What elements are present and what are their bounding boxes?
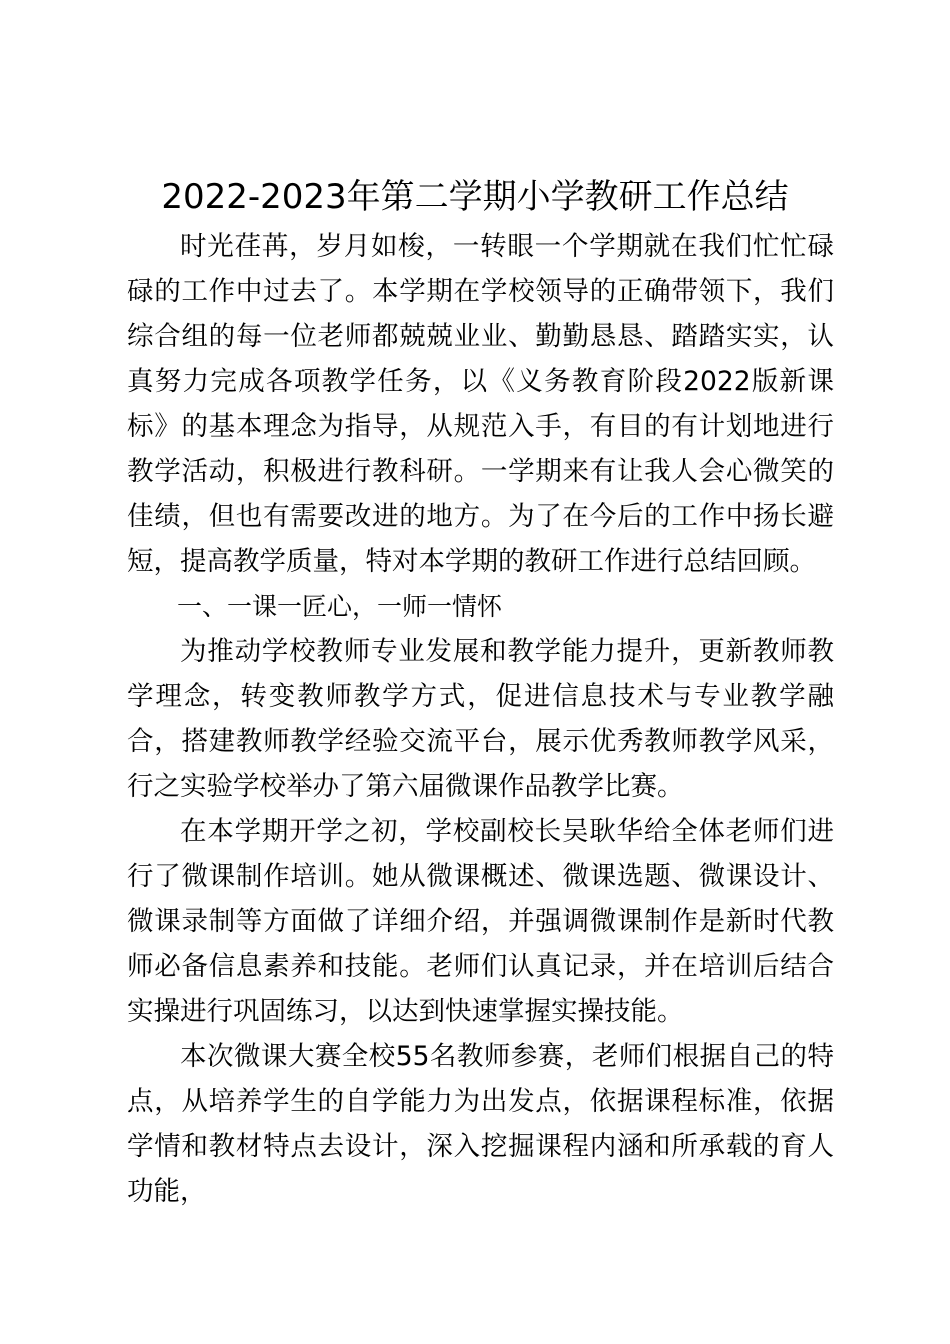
document-body: [127, 224, 834, 1214]
paragraph-training: 在本学期开学之初，学校副校长吴耿华给全体老师们进行了微课制作培训。她从微课概述、微课选题、微课设计、微课录制等方面做了详细介绍，并强调微课制作是新时代教师必备信息素养和技能。老师们认真记录，并在培训后结合实操进行巩固练习，以达到快速掌握实操技能。: [127, 816, 834, 1027]
document-title: 2022-2023年第二学期小学教研工作总结: [161, 177, 789, 217]
section-heading-1: 一、一课一匠心，一师一情怀: [177, 592, 503, 621]
paragraph-purpose: 为推动学校教师专业发展和教学能力提升，更新教师教学理念，转变教师教学方式，促进信息技术与专业教学融合，搭建教师教学经验交流平台，展示优秀教师教学风采，行之实验学校举办了第六届微课作品教学比赛。: [127, 636, 834, 802]
paragraph-intro: 时光荏苒，岁月如梭，一转眼一个学期就在我们忙忙碌碌的工作中过去了。本学期在学校领导的正确带领下，我们综合组的每一位老师都兢兢业业、勤勤恳恳、踏踏实实，认真努力完成各项教学任务，以《义务教育阶段2022版新课标》的基本理念为指导，从规范入手，有目的有计划地进行教学活动，积极进行教科研。一学期来有让我人会心微笑的佳绩，但也有需要改进的地方。为了在今后的工作中扬长避短，提高教学质量，特对本学期的教研工作进行总结回顾。: [127, 231, 834, 577]
paragraph-contest: 本次微课大赛全校55名教师参赛，老师们根据自己的特点，从培养学生的自学能力为出发点，依据课程标准，依据学情和教材特点去设计，深入挖掘课程内涵和所承载的育人功能，: [127, 1041, 834, 1207]
